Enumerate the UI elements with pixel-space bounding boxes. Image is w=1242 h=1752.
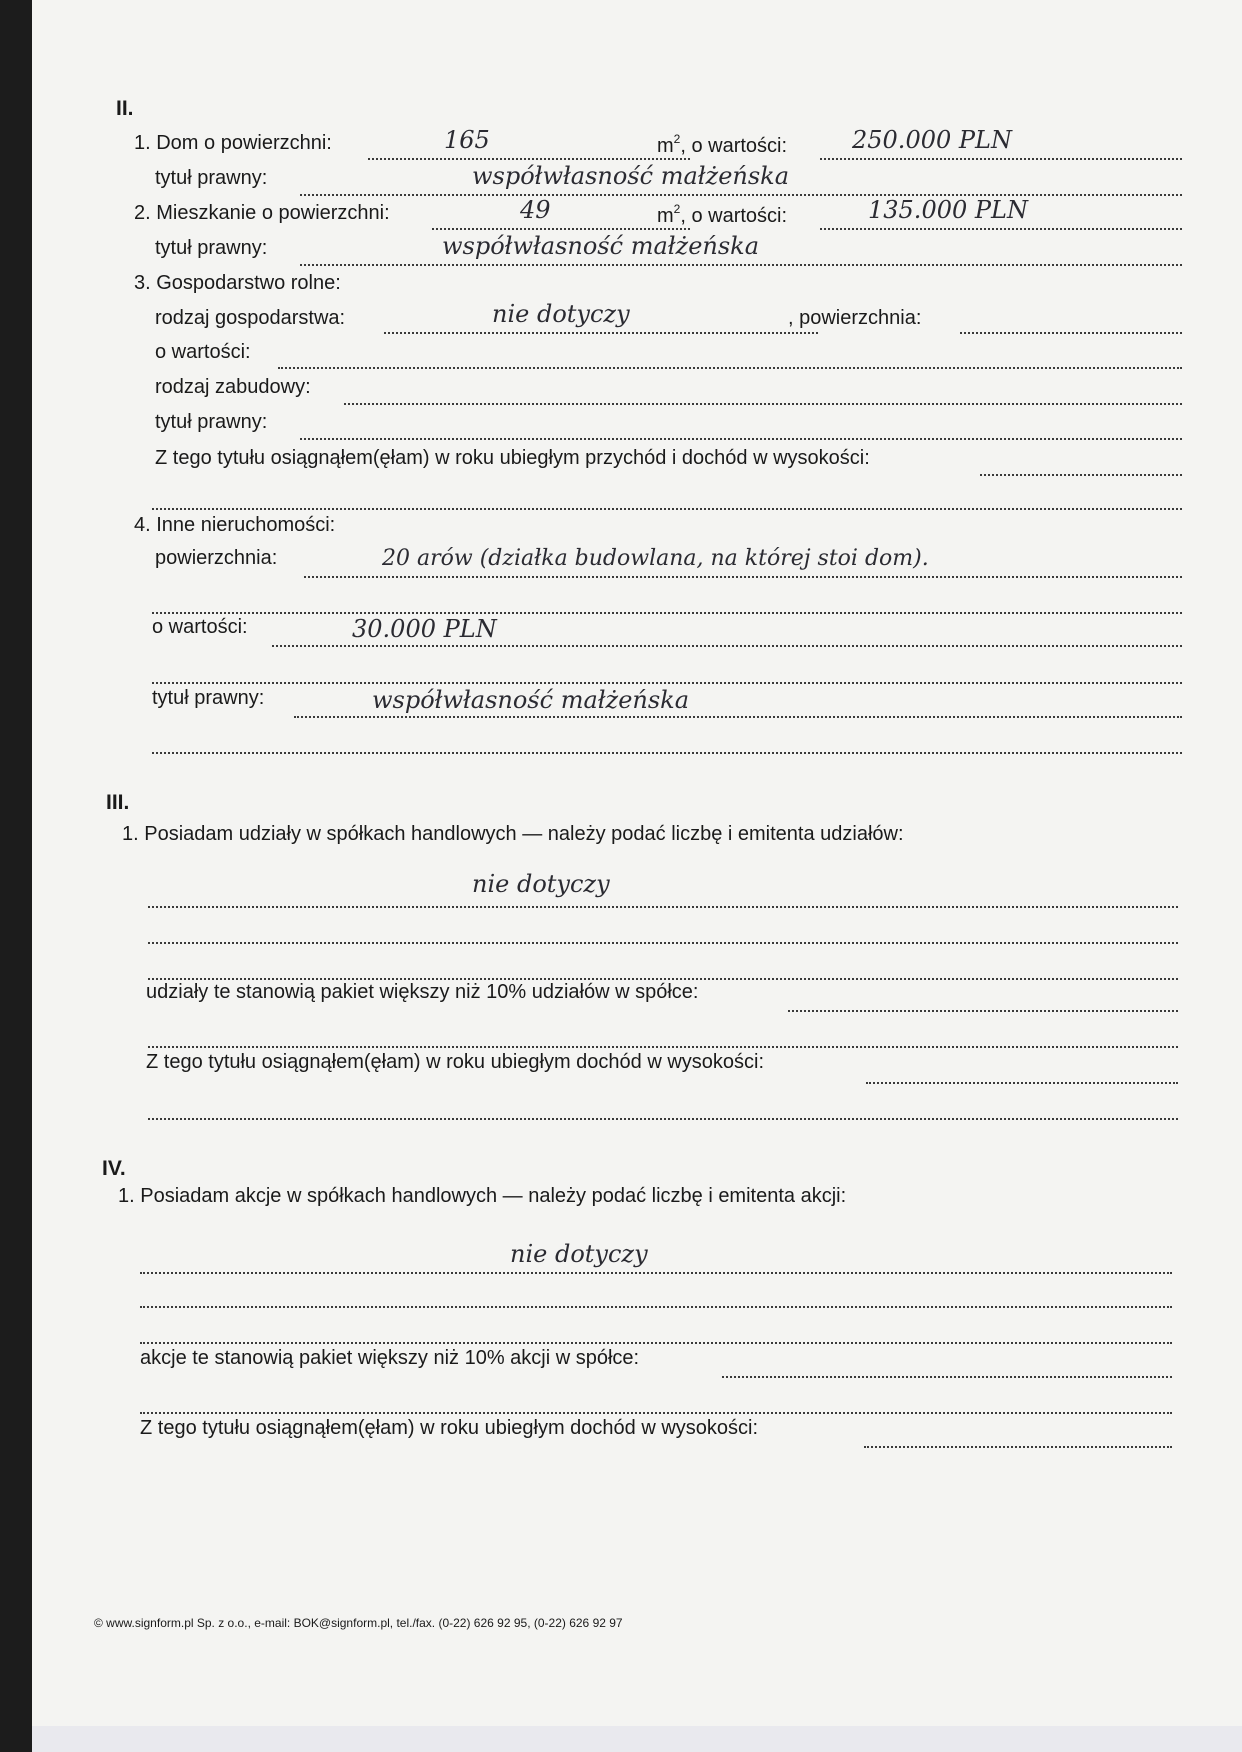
gospodarstwo-type-line	[384, 332, 818, 334]
gospodarstwo-value-label: o wartości:	[155, 341, 251, 363]
dom-title-label: tytuł prawny:	[155, 167, 268, 189]
gospodarstwo-title-label: tytuł prawny:	[155, 411, 268, 433]
gospodarstwo-income-line	[980, 474, 1182, 476]
shares-packet-label: udziały te stanowią pakiet większy niż 10% udziałów w spółce:	[146, 981, 699, 1003]
stocks-packet-line	[722, 1376, 1172, 1378]
gospodarstwo-area-label: , powierzchnia:	[788, 307, 922, 329]
mieszkanie-label: 2. Mieszkanie o powierzchni:	[134, 202, 390, 224]
section-3-heading: III.	[106, 791, 130, 814]
shares-line-3	[148, 978, 1178, 980]
gospodarstwo-building-label: rodzaj zabudowy:	[155, 376, 311, 398]
shares-income-line	[866, 1082, 1178, 1084]
inne-label: 4. Inne nieruchomości:	[134, 514, 336, 536]
dom-label: 1. Dom o powierzchni:	[134, 132, 332, 154]
section-2-heading: II.	[116, 97, 134, 120]
dom-value-line	[820, 158, 1182, 160]
inne-area-line-2	[152, 612, 1182, 614]
dom-value: 250.000 PLN	[852, 126, 1012, 154]
shares-line-1	[148, 906, 1178, 908]
stocks-packet-label: akcje te stanowią pakiet większy niż 10% akcji w spółce:	[140, 1347, 640, 1369]
shares-packet-line-2	[148, 1046, 1178, 1048]
shares-income-label: Z tego tytułu osiągnąłem(ęłam) w roku ubiegłym dochód w wysokości:	[146, 1051, 765, 1073]
mieszkanie-value-line	[820, 228, 1182, 230]
inne-title-label: tytuł prawny:	[152, 687, 265, 709]
dom-unit: $m^2$, o wartości:	[657, 132, 788, 157]
inne-title-line-2	[152, 752, 1182, 754]
gospodarstwo-income-line-2	[152, 508, 1182, 510]
mieszkanie-title-line	[300, 264, 1182, 266]
inne-value-line-2	[152, 682, 1182, 684]
stocks-line-3	[140, 1342, 1172, 1344]
inne-area-line	[304, 576, 1182, 578]
mieszkanie-area-line	[432, 228, 690, 230]
stocks-income-line	[864, 1446, 1172, 1448]
shares-item-label: 1. Posiadam udziały w spółkach handlowych — należy podać liczbę i emitenta udziałów:	[122, 823, 904, 845]
mieszkanie-value: 135.000 PLN	[868, 196, 1028, 224]
inne-area-label: powierzchnia:	[155, 547, 278, 569]
shares-line-2	[148, 942, 1178, 944]
inne-title-line	[294, 716, 1182, 718]
inne-value: 30.000 PLN	[352, 615, 497, 643]
stocks-line-2	[140, 1306, 1172, 1308]
stocks-packet-line-2	[140, 1412, 1172, 1414]
section-4-heading: IV.	[102, 1157, 126, 1180]
shares-income-line-2	[148, 1118, 1178, 1120]
inne-value-line	[272, 645, 1182, 647]
gospodarstwo-title-line	[300, 438, 1182, 440]
gospodarstwo-building-line	[344, 403, 1182, 405]
footer-text: © www.signform.pl Sp. z o.o., e-mail: BOK@signform.pl, tel./fax. (0-22) 626 92 95, (0-22) 626 92 97	[94, 1616, 623, 1630]
mieszkanie-unit: $m^2$, o wartości:	[657, 202, 788, 227]
inne-area-value: 20 arów (działka budowlana, na której stoi dom).	[382, 546, 929, 571]
mieszkanie-area-value: 49	[520, 196, 551, 224]
shares-answer: nie dotyczy	[472, 870, 610, 898]
shares-packet-line	[788, 1010, 1178, 1012]
stocks-item-label: 1. Posiadam akcje w spółkach handlowych — należy podać liczbę i emitenta akcji:	[118, 1185, 847, 1207]
mieszkanie-title-value: współwłasność małżeńska	[442, 232, 760, 260]
gospodarstwo-value-line	[278, 367, 1182, 369]
document-page	[32, 0, 1242, 1752]
dom-area-line	[368, 158, 690, 160]
inne-title-value: współwłasność małżeńska	[372, 686, 690, 714]
inne-value-label: o wartości:	[152, 616, 248, 638]
stocks-line-1	[140, 1272, 1172, 1274]
dom-title-value: współwłasność małżeńska	[472, 162, 790, 190]
gospodarstwo-label: 3. Gospodarstwo rolne:	[134, 272, 341, 294]
gospodarstwo-type-label: rodzaj gospodarstwa:	[155, 307, 346, 329]
gospodarstwo-type-value: nie dotyczy	[492, 300, 630, 328]
dom-area-value: 165	[444, 126, 490, 154]
gospodarstwo-income-label: Z tego tytułu osiągnąłem(ęłam) w roku ubiegłym przychód i dochód w wysokości:	[155, 447, 870, 469]
stocks-income-label: Z tego tytułu osiągnąłem(ęłam) w roku ubiegłym dochód w wysokości:	[140, 1417, 759, 1439]
gospodarstwo-area-line	[960, 332, 1182, 334]
mieszkanie-title-label: tytuł prawny:	[155, 237, 268, 259]
stocks-answer: nie dotyczy	[510, 1240, 648, 1268]
dom-title-line	[300, 194, 1182, 196]
